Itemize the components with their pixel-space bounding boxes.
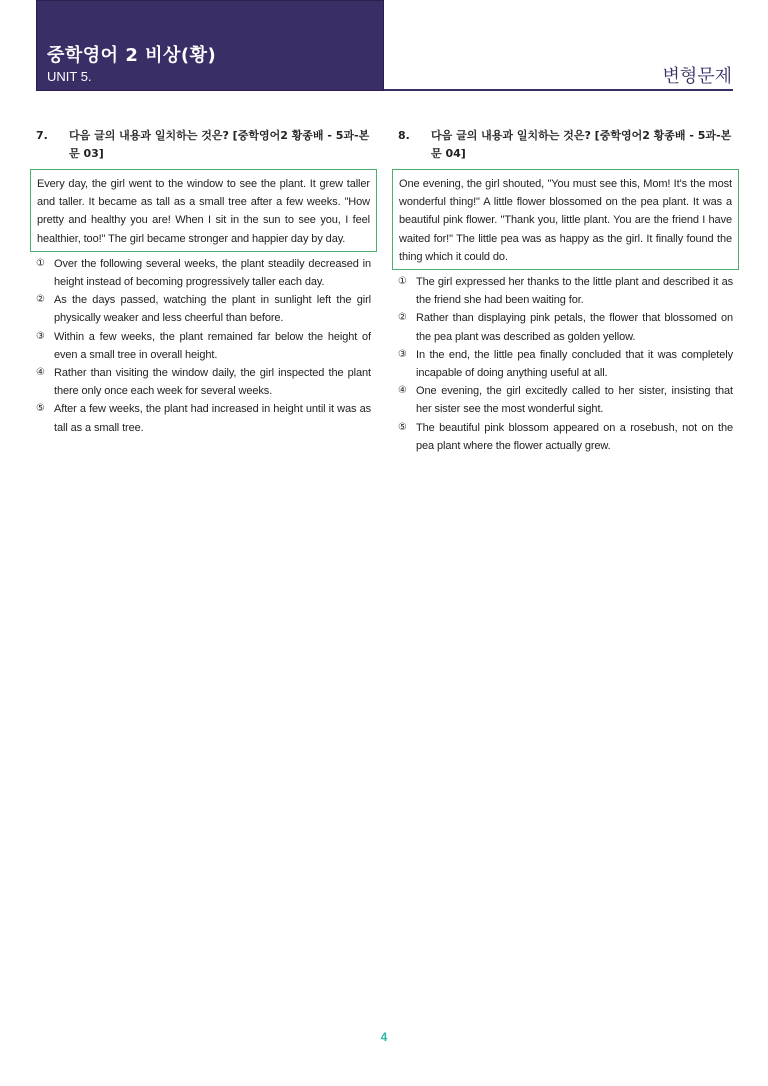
page-number: 4 xyxy=(380,1030,388,1044)
answer-option[interactable] xyxy=(392,346,739,382)
passage-box: Every day, the girl went to the window to see the plant. It grew taller and taller. It became as tall as a small tree after a few weeks. "How pretty and healthy you are! When I sit in the sun to see you, I feel healthier, too!" The girl became stronger and happier day by day. xyxy=(30,169,377,252)
option-marker: ① xyxy=(36,257,45,269)
answer-options xyxy=(392,273,739,455)
option-text: Within a few weeks, the plant remained far below the height of even a small tree in overall height. xyxy=(54,330,371,361)
question-8 xyxy=(392,127,739,455)
option-marker: ② xyxy=(398,312,407,324)
option-marker: ⑤ xyxy=(398,421,407,433)
answer-option[interactable] xyxy=(30,400,377,436)
option-marker: ③ xyxy=(36,330,45,342)
answer-option[interactable] xyxy=(30,328,377,364)
option-marker: ③ xyxy=(398,348,407,360)
answer-options xyxy=(30,255,377,437)
option-marker: ① xyxy=(398,276,407,288)
header-rule xyxy=(384,89,733,91)
answer-option[interactable] xyxy=(392,419,739,455)
question-prompt: 다음 글의 내용과 일치하는 것은? [중학영어2 황종배 - 5과-본문 03] xyxy=(69,129,370,160)
answer-option[interactable] xyxy=(392,309,739,345)
passage-box: One evening, the girl shouted, "You must see this, Mom! It's the most wonderful thing!" A little flower blossomed on the pea plant. It was a beautiful pink flower. "Thank you, little plant. You are the friend I have waited for!" The little pea was as happy as the girl. It finally found the thing which it could do. xyxy=(392,169,739,270)
question-prompt: 다음 글의 내용과 일치하는 것은? [중학영어2 황종배 - 5과-본문 04] xyxy=(431,129,732,160)
option-text: Rather than visiting the window daily, the girl inspected the plant there only once each week for several weeks. xyxy=(54,367,371,398)
option-marker: ④ xyxy=(398,385,407,397)
option-marker: ④ xyxy=(36,367,45,379)
answer-option[interactable] xyxy=(30,255,377,291)
question-number: 7. xyxy=(36,129,48,142)
option-text: One evening, the girl excitedly called to her sister, insisting that her sister see the most wonderful sight. xyxy=(416,385,733,416)
question-7 xyxy=(30,127,377,437)
book-title: 중학영어 2 비상(황) xyxy=(47,45,217,66)
option-marker: ② xyxy=(36,294,45,306)
answer-option[interactable] xyxy=(30,364,377,400)
answer-option[interactable] xyxy=(392,382,739,418)
option-text: Rather than displaying pink petals, the flower that blossomed on the pea plant was described as golden yellow. xyxy=(416,312,733,343)
question-header xyxy=(30,127,377,163)
unit-label: UNIT 5. xyxy=(47,69,92,84)
section-label: 변형문제 xyxy=(662,66,732,87)
question-number: 8. xyxy=(398,129,410,142)
option-text: Over the following several weeks, the plant steadily decreased in height instead of becoming progressively taller each day. xyxy=(54,257,371,289)
option-text: The beautiful pink blossom appeared on a rosebush, not on the pea plant where the flower actually grew. xyxy=(416,421,733,452)
option-text: The girl expressed her thanks to the little plant and described it as the friend she had been waiting for. xyxy=(416,276,733,307)
header-banner xyxy=(36,0,384,91)
option-text: After a few weeks, the plant had increased in height until it was as tall as a small tree. xyxy=(54,403,371,434)
option-text: In the end, the little pea finally concluded that it was completely incapable of doing anything useful at all. xyxy=(416,348,733,380)
answer-option[interactable] xyxy=(392,273,739,309)
option-text: As the days passed, watching the plant in sunlight left the girl physically weaker and less cheerful than before. xyxy=(54,294,371,325)
answer-option[interactable] xyxy=(30,291,377,327)
option-marker: ⑤ xyxy=(36,403,45,415)
question-header xyxy=(392,127,739,163)
